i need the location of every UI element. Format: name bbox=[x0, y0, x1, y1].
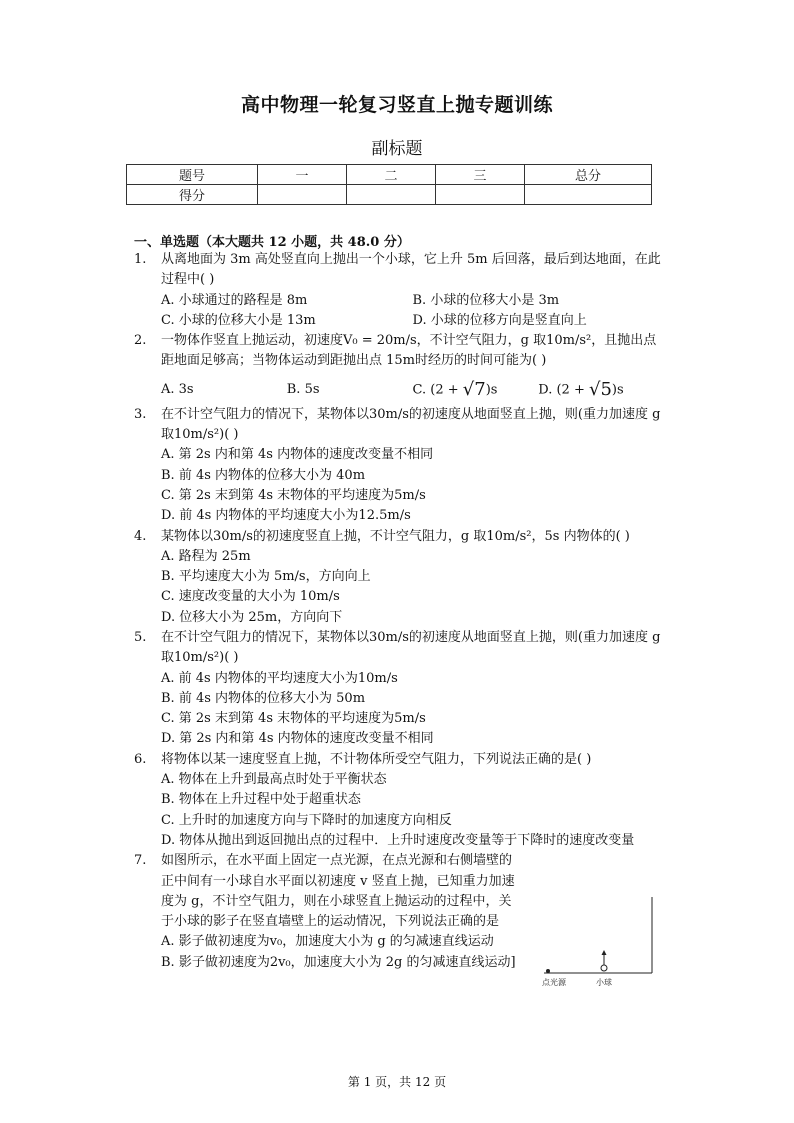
option-b: B. 影子做初速度为2v₀，加速度大小为 2g 的匀减速直线运动] bbox=[161, 954, 516, 970]
option-b: B. 小球的位移大小是 3m bbox=[412, 292, 560, 308]
score-cell bbox=[258, 185, 347, 205]
option-c-suffix: )s bbox=[485, 382, 498, 398]
option-b: B. 平均速度大小为 5m/s，方向向上 bbox=[161, 569, 371, 585]
score-row-label: 得分 bbox=[127, 185, 258, 205]
question-6 bbox=[134, 750, 664, 851]
score-header-cell: 一 bbox=[258, 165, 347, 185]
score-table-header-row bbox=[127, 165, 652, 185]
option-a: A. 前 4s 内物体的平均速度大小为10m/s bbox=[161, 670, 398, 686]
sqrt-radicand: 7 bbox=[474, 378, 486, 400]
question-number: 2. bbox=[134, 333, 147, 349]
ball-icon bbox=[601, 965, 607, 971]
question-stem: 某物体以30m/s的初速度竖直上抛，不计空气阻力，g 取10m/s²，5s 内物体的( ) bbox=[161, 528, 630, 544]
option-d: D. 第 2s 内和第 4s 内物体的速度改变量不相同 bbox=[161, 731, 434, 747]
score-header-cell: 题号 bbox=[127, 165, 258, 185]
question-1 bbox=[134, 250, 664, 331]
option-c: C. 上升时的加速度方向与下降时的加速度方向相反 bbox=[161, 812, 452, 828]
point-light-icon bbox=[546, 969, 550, 973]
question-number: 5. bbox=[134, 630, 147, 645]
question-stem: 一物体作竖直上抛运动，初速度V₀ = 20m/s，不计空气阻力，g 取10m/s²，且抛出点距地面足够高；当物体运动到距抛出点 15m时经历的时间可能为( ) bbox=[161, 333, 657, 369]
score-cell bbox=[436, 185, 525, 205]
option-c: C. 第 2s 末到第 4s 末物体的平均速度为5m/s bbox=[161, 487, 426, 503]
question-number: 6. bbox=[134, 751, 147, 767]
score-table bbox=[126, 164, 652, 205]
question-stem: 在不计空气阻力的情况下，某物体以30m/s的初速度从地面竖直上抛，则(重力加速度 g 取10m/s²)( ) bbox=[161, 406, 661, 443]
option-a: A. 小球通过的路程是 8m bbox=[161, 292, 308, 308]
sqrt-symbol: √7 bbox=[462, 378, 486, 400]
option-c: C. 第 2s 末到第 4s 末物体的平均速度为5m/s bbox=[161, 711, 426, 727]
sqrt-radicand: 5 bbox=[600, 378, 612, 400]
option-c bbox=[413, 380, 539, 401]
score-header-cell: 三 bbox=[436, 165, 525, 185]
option-d: D. 前 4s 内物体的平均速度大小为12.5m/s bbox=[161, 508, 411, 524]
option-a: A. 3s bbox=[161, 381, 194, 397]
question-stem: 如图所示，在水平面上固定一点光源，在点光源和右侧墙壁的正中间有一小球自水平面以初速度 v 竖直上抛，已知重力加速度为 g，不计空气阻力，则在小球竖直上抛运动的过程中，关于小球的影子在竖直墙壁上的运动情况，下列说法正确的是 bbox=[161, 853, 515, 930]
question-stem: 将物体以某一速度竖直上抛，不计物体所受空气阻力，下列说法正确的是( ) bbox=[161, 751, 592, 767]
question-5 bbox=[134, 628, 664, 750]
question-stem: 在不计空气阻力的情况下，某物体以30m/s的初速度从地面竖直上抛，则(重力加速度 g 取10m/s²)( ) bbox=[161, 630, 661, 666]
question-number: 3. bbox=[134, 406, 147, 422]
option-b: B. 前 4s 内物体的位移大小为 50m bbox=[161, 690, 366, 706]
ball-label: 小球 bbox=[596, 978, 612, 987]
question-number: 1. bbox=[134, 252, 147, 267]
section-heading: 一、单选题（本大题共 12 小题，共 48.0 分） bbox=[134, 235, 410, 250]
question-3 bbox=[134, 405, 664, 527]
option-d: D. 物体从抛出到返回抛出点的过程中．上升时速度改变量等于下降时的速度改变量 bbox=[161, 832, 635, 848]
score-header-cell: 总分 bbox=[525, 165, 652, 185]
score-cell bbox=[347, 185, 436, 205]
option-d: D. 小球的位移方向是竖直向上 bbox=[412, 312, 587, 328]
option-d-suffix: )s bbox=[611, 382, 624, 398]
light-label: 点光源 bbox=[542, 978, 566, 987]
sqrt-symbol: √5 bbox=[588, 378, 612, 400]
arrow-head-icon bbox=[602, 950, 607, 955]
score-header-cell: 二 bbox=[347, 165, 436, 185]
option-a: A. 第 2s 内和第 4s 内物体的速度改变量不相同 bbox=[161, 447, 434, 463]
question-list bbox=[134, 250, 664, 973]
score-cell bbox=[525, 185, 652, 205]
option-c-prefix: C. (2 + bbox=[412, 382, 463, 398]
score-table-score-row bbox=[127, 185, 652, 205]
question-number: 7. bbox=[134, 853, 147, 869]
page-title: 高中物理一轮复习竖直上抛专题训练 bbox=[240, 94, 553, 116]
page-footer: 第 1 页，共 12 页 bbox=[347, 1075, 447, 1089]
option-b: B. 前 4s 内物体的位移大小为 40m bbox=[161, 467, 366, 483]
question-stem: 从离地面为 3m 高处竖直向上抛出一个小球，它上升 5m 后回落，最后到达地面，在此过程中( ) bbox=[161, 252, 661, 288]
option-a: A. 影子做初速度为v₀，加速度大小为 g 的匀减速直线运动 bbox=[161, 934, 494, 950]
question-2 bbox=[134, 331, 664, 405]
options-row bbox=[161, 372, 664, 405]
option-c: C. 速度改变量的大小为 10m/s bbox=[161, 589, 340, 605]
options-grid bbox=[161, 291, 664, 332]
option-d bbox=[538, 380, 664, 401]
option-d-prefix: D. (2 + bbox=[538, 382, 589, 398]
question-number: 4. bbox=[134, 528, 147, 544]
option-a: A. 物体在上升到最高点时处于平衡状态 bbox=[161, 772, 387, 788]
light-shadow-diagram bbox=[540, 895, 660, 990]
option-a: A. 路程为 25m bbox=[161, 548, 251, 564]
option-c: C. 小球的位移大小是 13m bbox=[161, 312, 316, 328]
page-subtitle: 副标题 bbox=[371, 139, 423, 159]
option-b: B. 物体在上升过程中处于超重状态 bbox=[161, 792, 361, 808]
question-4 bbox=[134, 527, 664, 628]
option-d: D. 位移大小为 25m，方向向下 bbox=[161, 609, 343, 625]
option-b: B. 5s bbox=[286, 381, 320, 397]
